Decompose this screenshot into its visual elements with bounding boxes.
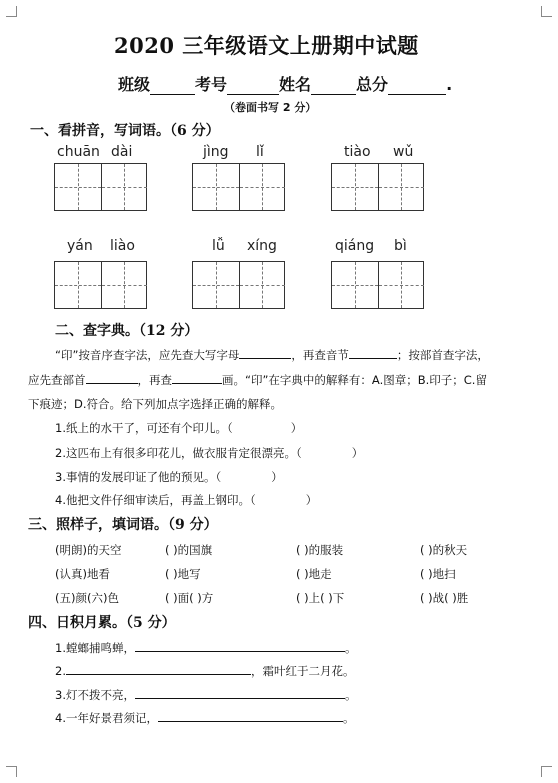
text: ） xyxy=(290,421,303,435)
pinyin: tiào xyxy=(344,144,371,160)
poem-blank[interactable] xyxy=(66,674,251,675)
text: ，再查音节 xyxy=(291,348,349,362)
pinyin: lǚ xyxy=(212,238,225,254)
poem-blank[interactable] xyxy=(135,698,345,699)
corner-mark-bottom-right xyxy=(541,766,552,777)
exam-no-blank[interactable] xyxy=(227,78,279,95)
fill-cell[interactable]: ( )面( )方 xyxy=(165,591,214,605)
text: ） xyxy=(351,446,364,460)
text: ，再查 xyxy=(137,373,172,387)
poem-line xyxy=(55,640,356,656)
page-title: 2020 三年级语文上册期中试题 xyxy=(114,33,419,58)
info-line xyxy=(118,72,452,95)
question-item xyxy=(55,445,363,461)
poem-blank[interactable] xyxy=(135,651,345,652)
radical-blank[interactable] xyxy=(86,383,138,384)
dictionary-paragraph-line-1 xyxy=(55,347,489,363)
poem-line xyxy=(55,663,354,679)
corner-mark-top-right xyxy=(541,6,552,17)
writing-grid[interactable] xyxy=(192,261,285,309)
section-1-heading: 一、看拼音，写词语。（6 分） xyxy=(30,123,220,139)
pinyin: xíng xyxy=(247,238,277,254)
pinyin: chuān xyxy=(57,144,100,160)
question-item xyxy=(55,469,283,485)
text: 2.这匹布上有很多印花儿，做衣服肯定很漂亮。（ xyxy=(55,446,302,460)
pinyin: wǔ xyxy=(393,144,414,160)
text: 3.事情的发展印证了他的预见。（ xyxy=(55,470,222,484)
text: 3.灯不拨不亮， xyxy=(55,688,135,702)
text: 1.螳螂捕鸣蝉， xyxy=(55,641,135,655)
question-item xyxy=(55,420,302,436)
text: 。 xyxy=(344,641,357,655)
dictionary-paragraph-line-3: 下痕迹；D.符合。给下列加点字选择正确的解释。 xyxy=(28,397,283,411)
letter-blank[interactable] xyxy=(239,358,291,359)
pinyin: liào xyxy=(110,238,135,254)
poem-blank[interactable] xyxy=(158,721,343,722)
pinyin: qiáng xyxy=(335,238,375,254)
writing-grid[interactable] xyxy=(192,163,285,211)
text: “印”按音序查字法，应先查大写字母 xyxy=(55,348,240,362)
fill-cell[interactable]: ( )战( )胜 xyxy=(420,591,469,605)
fill-cell[interactable]: (五)颜(六)色 xyxy=(55,591,119,605)
fill-cell[interactable]: (认真)地看 xyxy=(55,567,110,581)
text: 。 xyxy=(344,688,357,702)
stroke-blank[interactable] xyxy=(172,383,222,384)
text: 应先查部首 xyxy=(28,373,86,387)
text: 。 xyxy=(342,711,355,725)
info-label-class: 班级 xyxy=(118,75,151,94)
dictionary-paragraph-line-2 xyxy=(28,372,487,388)
fill-cell[interactable]: ( )地扫 xyxy=(420,567,456,581)
pinyin: jìng xyxy=(203,144,229,160)
text: 1.纸上的水干了，可还有个印儿。（ xyxy=(55,421,233,435)
fill-cell[interactable]: (明朗)的天空 xyxy=(55,543,122,557)
info-label-name: 姓名 xyxy=(279,75,312,94)
poem-line xyxy=(55,710,354,726)
writing-grid[interactable] xyxy=(54,163,147,211)
writing-grid[interactable] xyxy=(54,261,147,309)
pinyin: bì xyxy=(394,238,407,254)
info-end-mark: . xyxy=(446,75,453,94)
fill-cell[interactable]: ( )的服装 xyxy=(296,543,344,557)
fill-cell[interactable]: ( )的秋天 xyxy=(420,543,468,557)
text: 4.一年好景君须记， xyxy=(55,711,158,725)
name-blank[interactable] xyxy=(311,78,356,95)
total-blank[interactable] xyxy=(388,78,446,95)
text: ） xyxy=(271,470,283,484)
corner-mark-bottom-left xyxy=(6,766,17,777)
text: ） xyxy=(305,493,318,507)
section-3-heading: 三、照样子，填词语。（9 分） xyxy=(28,517,218,533)
corner-mark-top-left xyxy=(6,6,17,17)
pinyin: yán xyxy=(67,238,93,254)
writing-grid[interactable] xyxy=(331,261,424,309)
pinyin: lǐ xyxy=(256,144,264,160)
fill-cell[interactable]: ( )上( )下 xyxy=(296,591,345,605)
info-label-total: 总分 xyxy=(356,75,389,94)
fill-cell[interactable]: ( )地走 xyxy=(296,567,332,581)
writing-grid[interactable] xyxy=(331,163,424,211)
section-2-heading: 二、查字典。（12 分） xyxy=(55,323,199,339)
fill-cell[interactable]: ( )的国旗 xyxy=(165,543,213,557)
syllable-blank[interactable] xyxy=(349,358,397,359)
section-4-heading: 四、日积月累。（5 分） xyxy=(28,615,176,631)
poem-line xyxy=(55,687,356,703)
fill-cell[interactable]: ( )地写 xyxy=(165,567,201,581)
pinyin: dài xyxy=(111,144,133,160)
text: 画。“印”在字典中的解释有：A.图章；B.印子；C.留 xyxy=(222,373,487,387)
question-item xyxy=(55,492,317,508)
text: ，霜叶红于二月花。 xyxy=(250,664,355,678)
text: ；按部首查字法， xyxy=(396,348,489,362)
handwriting-note: （卷面书写 2 分） xyxy=(224,101,317,114)
info-label-exam-no: 考号 xyxy=(195,75,228,94)
class-blank[interactable] xyxy=(150,78,195,95)
text: 4.他把文件仔细审读后，再盖上钢印。（ xyxy=(55,493,256,507)
text: 2. xyxy=(55,664,66,678)
